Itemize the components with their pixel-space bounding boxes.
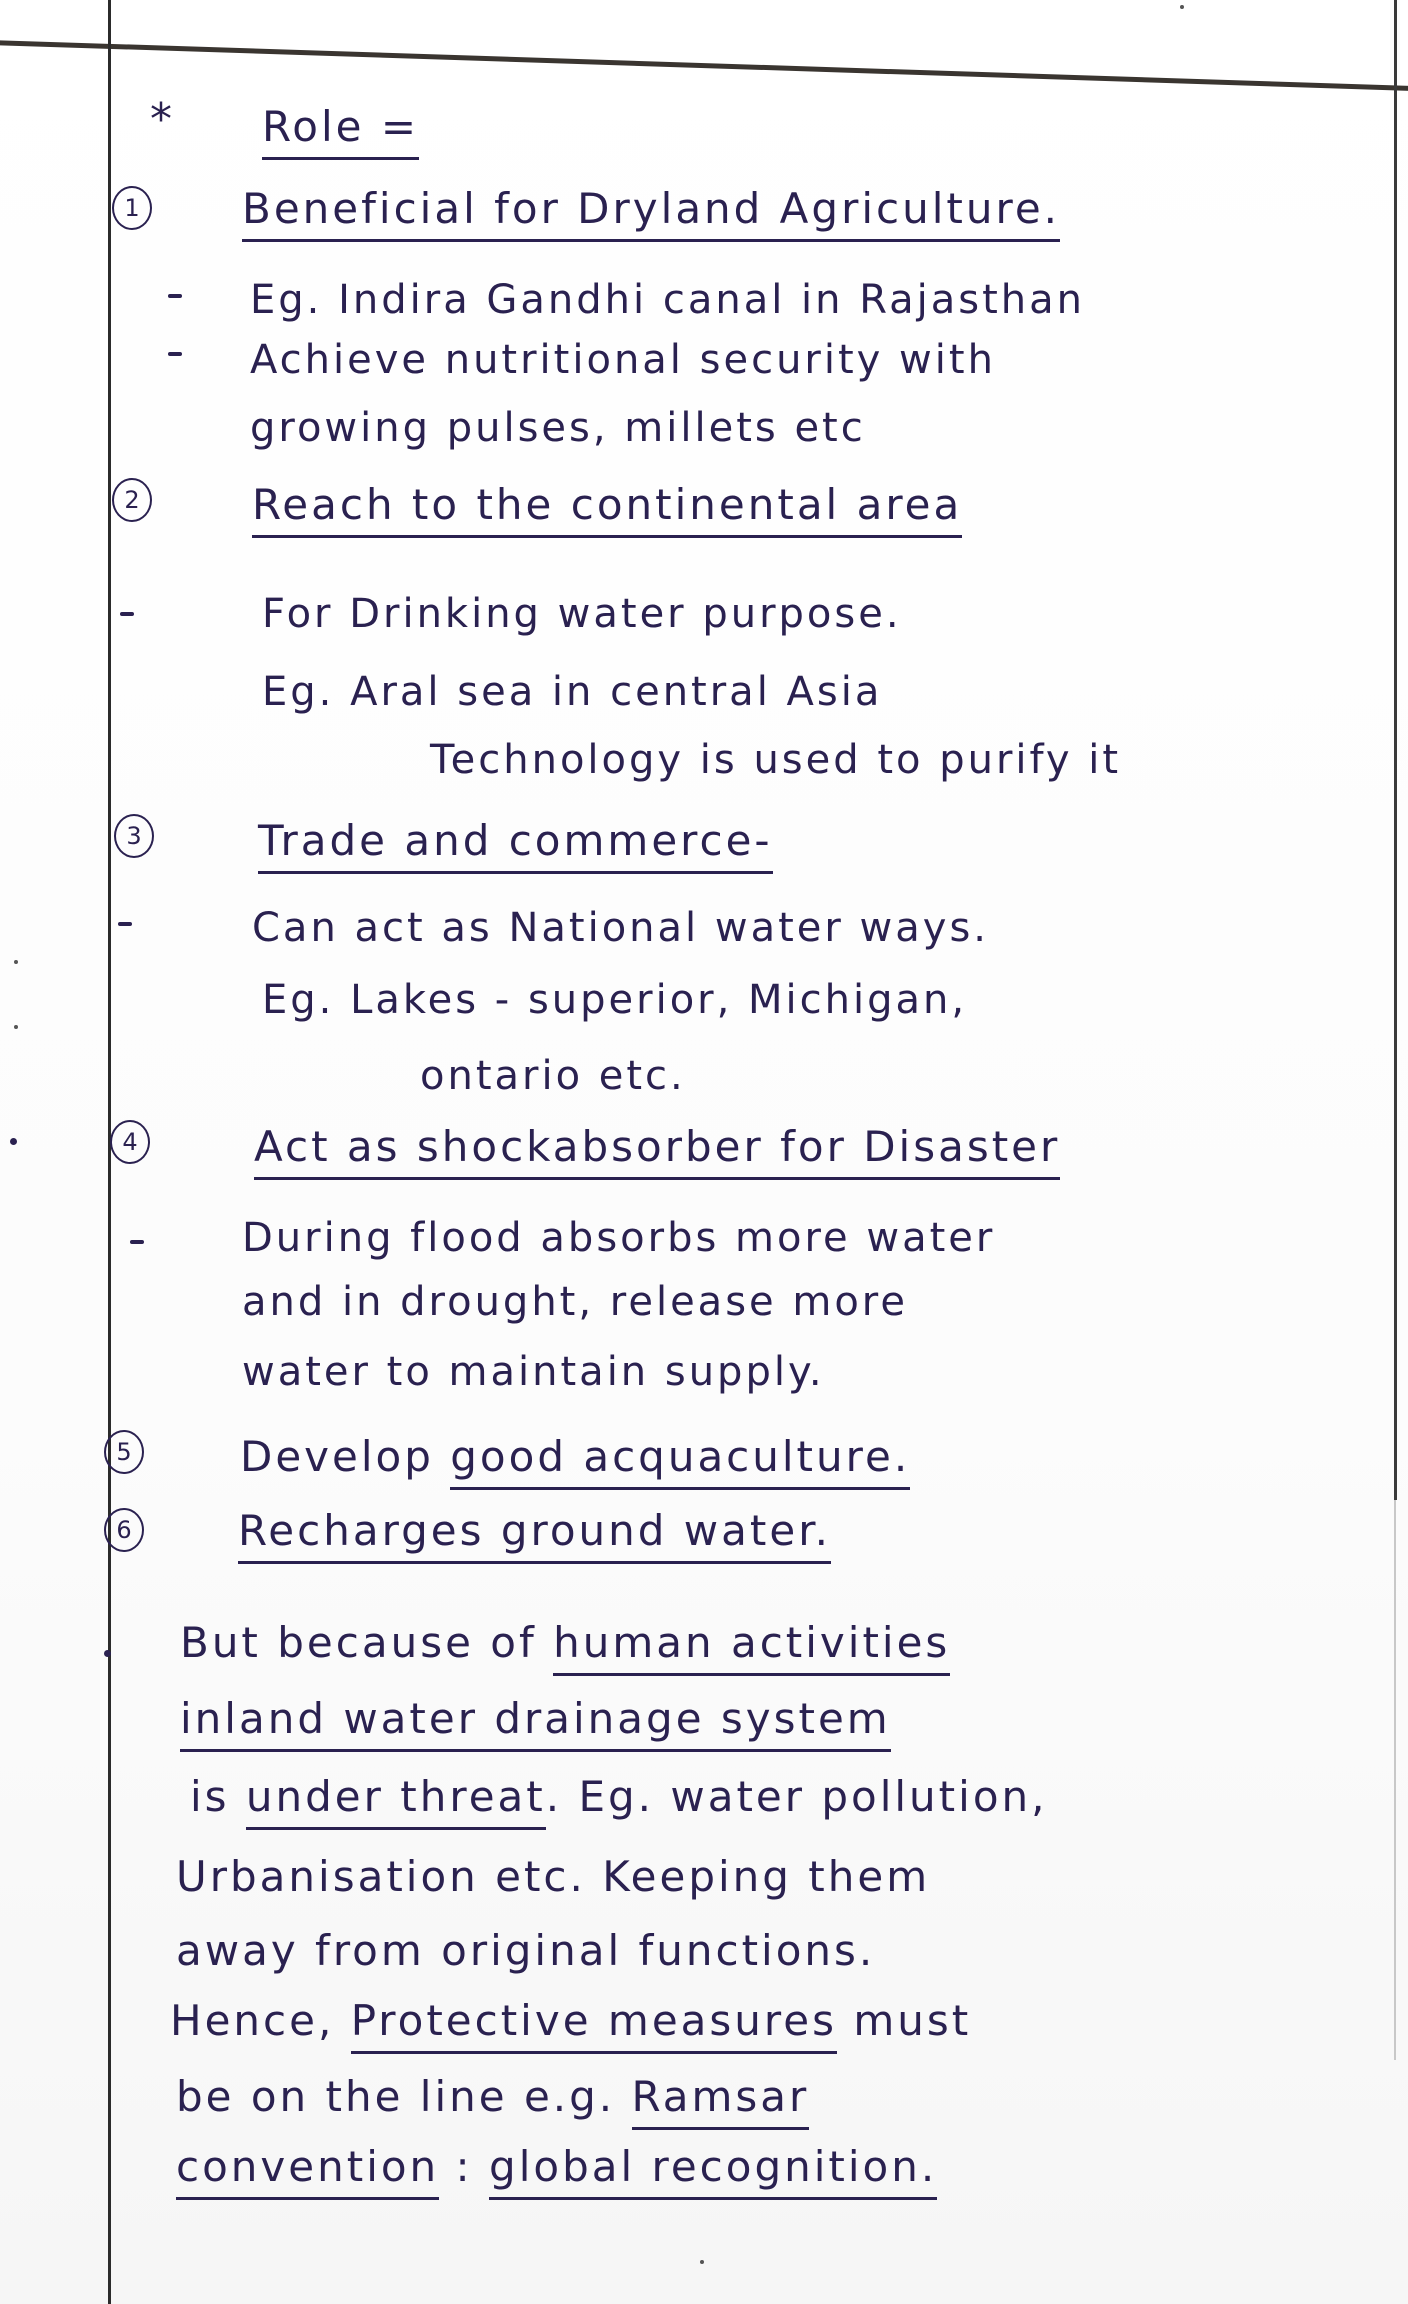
conclusion-line-6-pre: Hence, (170, 1996, 351, 2045)
dash-bullet-icon (120, 612, 134, 616)
point-4-detail-2: and in drought, release more (242, 1279, 908, 1325)
conclusion-line-7-underlined: Ramsar (632, 2072, 810, 2130)
conclusion-line-8-mid: : (439, 2142, 490, 2191)
paper-speck (700, 2260, 704, 2264)
point-2-title (252, 480, 963, 529)
point-4-detail-1: During flood absorbs more water (242, 1215, 996, 1261)
dash-bullet-icon (168, 294, 182, 298)
conclusion-line-2 (180, 1694, 891, 1743)
point-5-title (240, 1432, 911, 1481)
paper-speck (14, 960, 18, 964)
point-3-detail-3: ontario etc. (420, 1053, 686, 1099)
number-circle-1-icon: 1 (112, 186, 152, 230)
paper-speck (1180, 5, 1184, 9)
point-4-title-text: Act as shockabsorber for Disaster (254, 1122, 1060, 1180)
conclusion-line-1-underlined: human activities (553, 1618, 950, 1676)
conclusion-line-6-underlined: Protective measures (351, 1996, 837, 2054)
right-margin-line-faint (1394, 1500, 1396, 2060)
conclusion-line-1-pre: But because of (180, 1618, 554, 1667)
point-1-title (242, 184, 1061, 233)
point-5-title-underlined: good acquaculture. (450, 1432, 910, 1490)
conclusion-line-4: Urbanisation etc. Keeping them (176, 1852, 931, 1901)
number-circle-6-icon: 6 (104, 1508, 144, 1552)
conclusion-line-3-underlined: under threat (246, 1772, 546, 1830)
left-margin-line (108, 0, 111, 2304)
point-1-detail-2b: growing pulses, millets etc (250, 405, 866, 451)
heading-text: Role = (262, 102, 419, 160)
conclusion-line-3-post: . Eg. water pollution, (545, 1772, 1048, 1821)
point-1-title-text: Beneficial for Dryland Agriculture. (242, 184, 1060, 242)
conclusion-line-6-post: must (836, 1996, 972, 2045)
point-2-title-text-b: continental area (571, 480, 963, 538)
dash-bullet-icon (118, 922, 132, 926)
point-4-title (254, 1122, 1061, 1171)
conclusion-line-7-pre: be on the line e.g. (176, 2072, 632, 2121)
point-3-detail-2: Eg. Lakes - superior, Michigan, (262, 977, 968, 1023)
point-4-detail-3: water to maintain supply. (242, 1349, 825, 1395)
conclusion-line-5: away from original functions. (176, 1926, 876, 1975)
point-3-title-text: Trade and commerce- (258, 816, 773, 874)
right-margin-line (1394, 0, 1397, 1500)
point-2-title-text-a: Reach to the (252, 480, 571, 538)
point-3-detail-1: Can act as National water ways. (252, 905, 990, 951)
point-1-detail-1: Eg. Indira Gandhi canal in Rajasthan (250, 277, 1086, 323)
point-3-title (258, 816, 773, 865)
conclusion-line-2-underlined: inland water drainage system (180, 1694, 891, 1752)
conclusion-line-7 (176, 2072, 810, 2121)
point-1-detail-2a: Achieve nutritional security with (250, 337, 996, 383)
conclusion-line-6 (170, 1996, 972, 2045)
point-6-title-text: Recharges ground water. (238, 1506, 831, 1564)
conclusion-line-1 (180, 1618, 951, 1667)
point-2-detail-1: For Drinking water purpose. (262, 591, 902, 637)
point-2-detail-3: Technology is used to purify it (430, 737, 1122, 783)
margin-dot (10, 1138, 17, 1145)
number-circle-2-icon: 2 (112, 478, 152, 522)
bullet-dot-icon (104, 1650, 111, 1657)
paper-speck (14, 1025, 18, 1029)
number-circle-5-icon: 5 (104, 1430, 144, 1474)
asterisk-icon: * (150, 94, 172, 145)
conclusion-line-8-underlined-1: convention (176, 2142, 439, 2200)
conclusion-line-3-pre: is (190, 1772, 246, 1821)
dash-bullet-icon (130, 1240, 144, 1244)
conclusion-line-8 (176, 2142, 938, 2191)
heading-role (262, 102, 420, 151)
number-circle-4-icon: 4 (110, 1120, 150, 1164)
number-circle-3-icon: 3 (114, 814, 154, 858)
conclusion-line-8-underlined-2: global recognition. (489, 2142, 937, 2200)
point-5-title-pre: Develop (240, 1432, 451, 1481)
dash-bullet-icon (168, 352, 182, 356)
top-ruled-line (0, 40, 1408, 91)
point-6-title (238, 1506, 831, 1555)
conclusion-line-3 (190, 1772, 1048, 1821)
point-2-detail-2: Eg. Aral sea in central Asia (262, 669, 883, 715)
